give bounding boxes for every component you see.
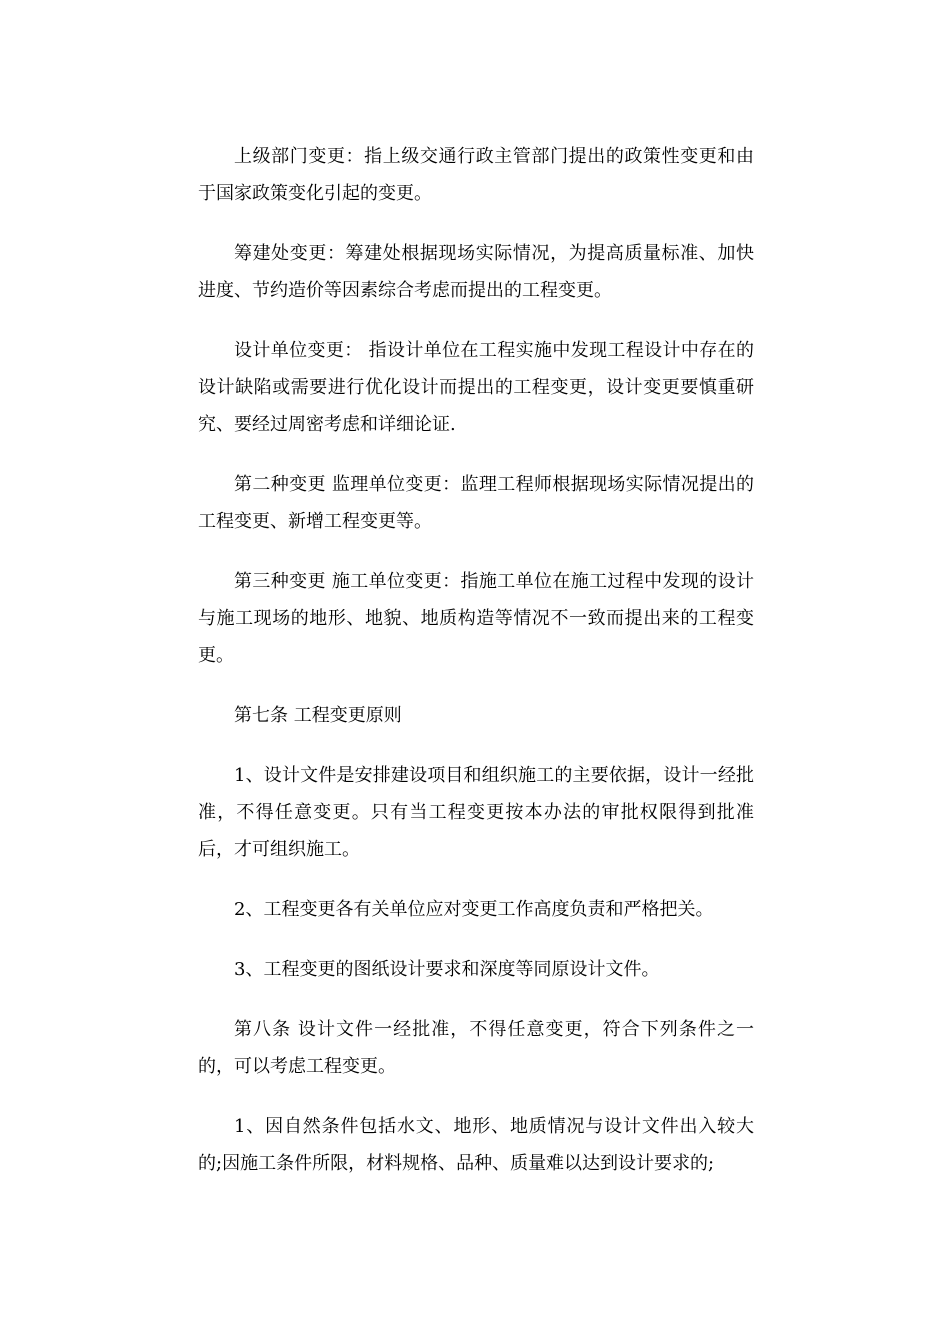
paragraph-condition-1: 1、因自然条件包括水文、地形、地质情况与设计文件出入较大的;因施工条件所限，材料规格、品种、质量难以达到设计要求的;	[198, 1116, 754, 1174]
document-body	[198, 138, 754, 1182]
paragraph-third-type-change: 第三种变更 施工单位变更：指施工单位在施工过程中发现的设计与施工现场的地形、地貌、地质构造等情况不一致而提出来的工程变更。	[198, 571, 754, 666]
paragraph-principle-2: 2、工程变更各有关单位应对变更工作高度负责和严格把关。	[234, 899, 714, 920]
paragraph-article-eight: 第八条 设计文件一经批准，不得任意变更，符合下列条件之一的，可以考虑工程变更。	[198, 1019, 754, 1077]
heading-article-seven: 第七条 工程变更原则	[234, 705, 402, 726]
paragraph-principle-3: 3、工程变更的图纸设计要求和深度等同原设计文件。	[234, 959, 660, 980]
paragraph-design-unit-change: 设计单位变更： 指设计单位在工程实施中发现工程设计中存在的设计缺陷或需要进行优化设计而提出的工程变更，设计变更要慎重研究、要经过周密考虑和详细论证.	[198, 340, 754, 435]
paragraph-second-type-change: 第二种变更 监理单位变更：监理工程师根据现场实际情况提出的工程变更、新增工程变更等。	[198, 474, 754, 532]
paragraph-principle-1: 1、设计文件是安排建设项目和组织施工的主要依据，设计一经批准，不得任意变更。只有当工程变更按本办法的审批权限得到批准后，才可组织施工。	[198, 765, 754, 860]
paragraph-construction-office-change: 筹建处变更：筹建处根据现场实际情况，为提高质量标准、加快进度、节约造价等因素综合考虑而提出的工程变更。	[198, 243, 754, 301]
paragraph-superior-dept-change: 上级部门变更：指上级交通行政主管部门提出的政策性变更和由于国家政策变化引起的变更。	[198, 146, 754, 204]
